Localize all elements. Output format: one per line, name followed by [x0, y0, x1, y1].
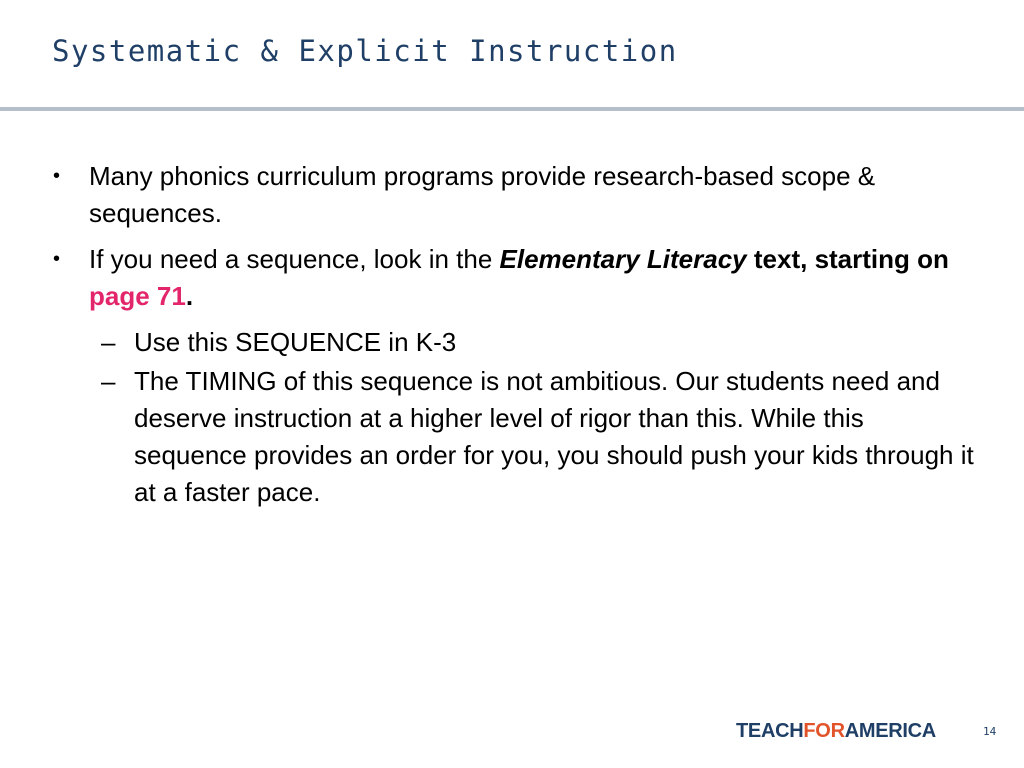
logo-for: FOR — [803, 720, 845, 742]
bullet-2 — [50, 241, 980, 315]
bullet-marker: • — [53, 165, 61, 187]
logo-america: AMERICA — [844, 720, 936, 742]
subbullet-marker: – — [101, 327, 116, 357]
bullet-marker: • — [53, 248, 61, 270]
bullet-text-lead: If you need a sequence, look in the — [89, 244, 500, 274]
bullet-text: Many phonics curriculum programs provide research-based scope & sequences. — [89, 161, 876, 228]
page-number: 14 — [983, 725, 997, 738]
book-title: Elementary Literacy — [499, 244, 747, 274]
slide-content — [50, 158, 980, 511]
subbullet-2 — [50, 363, 980, 511]
subbullet-text: Use this SEQUENCE in K-3 — [134, 327, 457, 357]
page-reference: page 71 — [89, 281, 186, 311]
bullet-text-end: . — [185, 281, 194, 311]
subbullet-1 — [50, 324, 980, 361]
subbullet-text: The TIMING of this sequence is not ambitious. Our students need and deserve instruction at a higher level of rigor than this. While this sequence provides an order for you, you should push your kids through it at a faster pace. — [134, 366, 974, 507]
title-divider — [0, 107, 1024, 111]
logo-teach: TEACH — [736, 720, 804, 742]
bullet-text-bold: text, starting on — [746, 244, 949, 274]
bullet-1 — [50, 158, 980, 232]
subbullet-marker: – — [101, 366, 116, 396]
teach-for-america-logo — [736, 720, 936, 743]
slide-title: Systematic & Explicit Instruction — [52, 34, 678, 68]
